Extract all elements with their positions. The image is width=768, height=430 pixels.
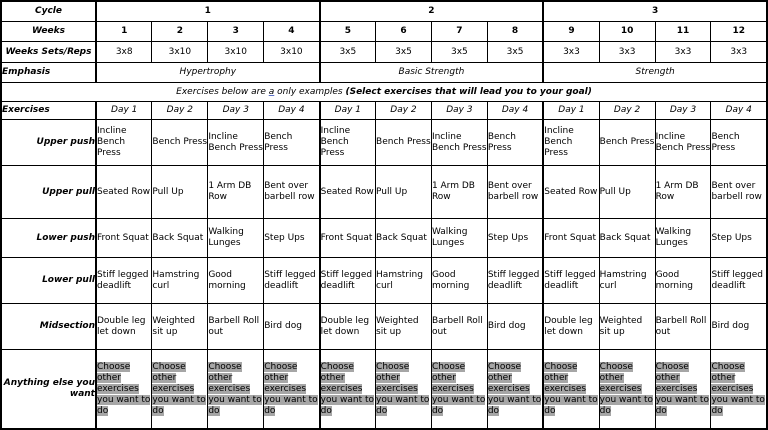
exercise-cell-lower-pull-c1-d2: Hamstring curl: [152, 258, 208, 304]
day-header-c2-d3: Day 3: [431, 102, 487, 120]
exercise-cell-midsection-c2-d2: Weighted sit up: [376, 304, 432, 350]
day-header-c1-d2: Day 2: [152, 102, 208, 120]
exercise-cell-lower-push-c3-d3: Walking Lunges: [655, 219, 711, 258]
exercise-cell-upper-push-c1-d4: Bench Press: [264, 120, 320, 166]
row-label-weeks: Weeks: [1, 22, 96, 42]
exercise-cell-midsection-c1-d3: Barbell Roll out: [208, 304, 264, 350]
emphasis-row: [1, 63, 767, 83]
exercise-cell-anything-else-c2-d2: Choose other exercises you want to do: [376, 350, 432, 430]
table-row-lower-pull: [1, 258, 767, 304]
table-row-lower-push: [1, 219, 767, 258]
cycle-row: [1, 1, 767, 22]
sets-reps-week-9: 3x3: [543, 42, 599, 63]
exercise-cell-midsection-c1-d4: Bird dog: [264, 304, 320, 350]
sets-reps-week-11: 3x3: [655, 42, 711, 63]
emphasis-cycle-2: Basic Strength: [320, 63, 544, 83]
table-row-upper-push: [1, 120, 767, 166]
exercise-cell-lower-push-c2-d1: Front Squat: [320, 219, 376, 258]
note-part-1: Exercises below are: [176, 86, 269, 97]
sets-reps-week-7: 3x5: [431, 42, 487, 63]
sets-reps-week-2: 3x10: [152, 42, 208, 63]
note-part-3: (Select exercises that will lead you to your goal): [345, 86, 592, 97]
exercise-cell-upper-push-c3-d1: Incline Bench Press: [543, 120, 599, 166]
exercise-cell-upper-push-c1-d2: Bench Press: [152, 120, 208, 166]
exercise-cell-lower-pull-c2-d2: Hamstring curl: [376, 258, 432, 304]
row-label-anything-else: Anything else you want: [1, 350, 96, 430]
exercise-cell-upper-pull-c1-d3: 1 Arm DB Row: [208, 166, 264, 219]
cycle-1-header: 1: [96, 1, 320, 22]
note-part-2: only examples: [274, 86, 346, 97]
row-label-lower-push: Lower push: [1, 219, 96, 258]
exercise-cell-upper-pull-c1-d4: Bent over barbell row: [264, 166, 320, 219]
exercise-cell-lower-pull-c2-d1: Stiff legged deadlift: [320, 258, 376, 304]
exercise-cell-lower-push-c2-d4: Step Ups: [487, 219, 543, 258]
week-cell-12: 12: [711, 22, 767, 42]
exercise-cell-upper-push-c2-d3: Incline Bench Press: [431, 120, 487, 166]
exercise-cell-upper-push-c2-d1: Incline Bench Press: [320, 120, 376, 166]
exercise-cell-anything-else-c1-d2: Choose other exercises you want to do: [152, 350, 208, 430]
week-cell-10: 10: [599, 22, 655, 42]
exercise-cell-upper-push-c2-d4: Bench Press: [487, 120, 543, 166]
day-header-c1-d1: Day 1: [96, 102, 152, 120]
exercise-cell-midsection-c1-d2: Weighted sit up: [152, 304, 208, 350]
exercise-cell-lower-push-c2-d2: Back Squat: [376, 219, 432, 258]
sets-reps-week-10: 3x3: [599, 42, 655, 63]
week-cell-11: 11: [655, 22, 711, 42]
note-row: [1, 83, 767, 102]
week-cell-9: 9: [543, 22, 599, 42]
exercise-cell-anything-else-c1-d4: Choose other exercises you want to do: [264, 350, 320, 430]
exercise-cell-anything-else-c3-d3: Choose other exercises you want to do: [655, 350, 711, 430]
exercise-cell-upper-push-c3-d2: Bench Press: [599, 120, 655, 166]
exercise-cell-lower-pull-c1-d4: Stiff legged deadlift: [264, 258, 320, 304]
emphasis-cycle-3: Strength: [543, 63, 767, 83]
row-label-emphasis: Emphasis: [1, 63, 96, 83]
exercise-cell-lower-push-c1-d4: Step Ups: [264, 219, 320, 258]
week-cell-1: 1: [96, 22, 152, 42]
exercise-cell-upper-push-c3-d3: Incline Bench Press: [655, 120, 711, 166]
exercise-cell-upper-push-c2-d2: Bench Press: [376, 120, 432, 166]
exercise-cell-lower-push-c2-d3: Walking Lunges: [431, 219, 487, 258]
day-header-c3-d2: Day 2: [599, 102, 655, 120]
exercise-cell-lower-pull-c3-d2: Hamstring curl: [599, 258, 655, 304]
exercise-cell-anything-else-c1-d1: Choose other exercises you want to do: [96, 350, 152, 430]
row-label-upper-pull: Upper pull: [1, 166, 96, 219]
exercise-cell-upper-pull-c2-d1: Seated Row: [320, 166, 376, 219]
day-header-c1-d4: Day 4: [264, 102, 320, 120]
week-cell-3: 3: [208, 22, 264, 42]
exercise-cell-upper-pull-c2-d3: 1 Arm DB Row: [431, 166, 487, 219]
exercise-cell-lower-push-c3-d2: Back Squat: [599, 219, 655, 258]
exercise-note: [1, 83, 767, 102]
exercise-cell-upper-pull-c1-d1: Seated Row: [96, 166, 152, 219]
exercise-cell-anything-else-c2-d4: Choose other exercises you want to do: [487, 350, 543, 430]
sets-reps-week-3: 3x10: [208, 42, 264, 63]
exercise-cell-midsection-c3-d4: Bird dog: [711, 304, 767, 350]
sets-reps-row: [1, 42, 767, 63]
exercise-cell-upper-push-c1-d1: Incline Bench Press: [96, 120, 152, 166]
day-header-c1-d3: Day 3: [208, 102, 264, 120]
exercise-cell-midsection-c2-d4: Bird dog: [487, 304, 543, 350]
day-header-c3-d4: Day 4: [711, 102, 767, 120]
exercise-cell-upper-pull-c3-d2: Pull Up: [599, 166, 655, 219]
exercise-cell-lower-pull-c2-d4: Stiff legged deadlift: [487, 258, 543, 304]
exercise-cell-midsection-c3-d1: Double leg let down: [543, 304, 599, 350]
week-cell-4: 4: [264, 22, 320, 42]
exercise-cell-anything-else-c3-d1: Choose other exercises you want to do: [543, 350, 599, 430]
cycle-3-header: 3: [543, 1, 767, 22]
day-header-c2-d1: Day 1: [320, 102, 376, 120]
emphasis-cycle-1: Hypertrophy: [96, 63, 320, 83]
day-header-c2-d2: Day 2: [376, 102, 432, 120]
exercise-cell-midsection-c2-d3: Barbell Roll out: [431, 304, 487, 350]
week-cell-2: 2: [152, 22, 208, 42]
exercise-cell-anything-else-c3-d4: Choose other exercises you want to do: [711, 350, 767, 430]
day-header-c3-d1: Day 1: [543, 102, 599, 120]
exercise-cell-upper-pull-c3-d4: Bent over barbell row: [711, 166, 767, 219]
exercise-cell-midsection-c1-d1: Double leg let down: [96, 304, 152, 350]
row-label-midsection: Midsection: [1, 304, 96, 350]
table-row-upper-pull: [1, 166, 767, 219]
exercise-cell-upper-pull-c3-d3: 1 Arm DB Row: [655, 166, 711, 219]
table-row-anything-else: [1, 350, 767, 430]
day-header-c3-d3: Day 3: [655, 102, 711, 120]
exercise-cell-upper-push-c1-d3: Incline Bench Press: [208, 120, 264, 166]
exercise-cell-midsection-c3-d3: Barbell Roll out: [655, 304, 711, 350]
day-header-row: [1, 102, 767, 120]
exercise-cell-midsection-c2-d1: Double leg let down: [320, 304, 376, 350]
sets-reps-week-5: 3x5: [320, 42, 376, 63]
exercise-cell-lower-push-c3-d1: Front Squat: [543, 219, 599, 258]
exercise-cell-anything-else-c1-d3: Choose other exercises you want to do: [208, 350, 264, 430]
exercise-cell-lower-push-c1-d3: Walking Lunges: [208, 219, 264, 258]
sets-reps-week-4: 3x10: [264, 42, 320, 63]
row-label-upper-push: Upper push: [1, 120, 96, 166]
row-label-lower-pull: Lower pull: [1, 258, 96, 304]
row-label-weeks-sets-reps: Weeks Sets/Reps: [1, 42, 96, 63]
exercise-cell-upper-pull-c2-d2: Pull Up: [376, 166, 432, 219]
exercise-cell-anything-else-c3-d2: Choose other exercises you want to do: [599, 350, 655, 430]
week-cell-6: 6: [376, 22, 432, 42]
week-cell-8: 8: [487, 22, 543, 42]
exercise-cell-midsection-c3-d2: Weighted sit up: [599, 304, 655, 350]
exercise-cell-lower-pull-c1-d3: Good morning: [208, 258, 264, 304]
exercise-cell-upper-push-c3-d4: Bench Press: [711, 120, 767, 166]
exercise-cell-anything-else-c2-d1: Choose other exercises you want to do: [320, 350, 376, 430]
exercise-cell-anything-else-c2-d3: Choose other exercises you want to do: [431, 350, 487, 430]
weeks-row: [1, 22, 767, 42]
row-label-exercises: Exercises: [1, 102, 96, 120]
sets-reps-week-1: 3x8: [96, 42, 152, 63]
row-label-cycle: Cycle: [1, 1, 96, 22]
exercise-cell-upper-pull-c1-d2: Pull Up: [152, 166, 208, 219]
exercise-cell-lower-push-c1-d1: Front Squat: [96, 219, 152, 258]
day-header-c2-d4: Day 4: [487, 102, 543, 120]
exercise-cell-lower-pull-c3-d1: Stiff legged deadlift: [543, 258, 599, 304]
week-cell-5: 5: [320, 22, 376, 42]
sets-reps-week-12: 3x3: [711, 42, 767, 63]
exercise-cell-lower-pull-c1-d1: Stiff legged deadlift: [96, 258, 152, 304]
exercise-cell-lower-push-c1-d2: Back Squat: [152, 219, 208, 258]
sets-reps-week-6: 3x5: [376, 42, 432, 63]
exercise-cell-upper-pull-c3-d1: Seated Row: [543, 166, 599, 219]
sets-reps-week-8: 3x5: [487, 42, 543, 63]
exercise-cell-lower-pull-c3-d3: Good morning: [655, 258, 711, 304]
note-underlined-word: a: [268, 86, 275, 97]
table-row-midsection: [1, 304, 767, 350]
exercise-cell-lower-pull-c3-d4: Stiff legged deadlift: [711, 258, 767, 304]
cycle-2-header: 2: [320, 1, 544, 22]
exercise-cell-lower-push-c3-d4: Step Ups: [711, 219, 767, 258]
week-cell-7: 7: [431, 22, 487, 42]
exercise-cell-upper-pull-c2-d4: Bent over barbell row: [487, 166, 543, 219]
exercise-cell-lower-pull-c2-d3: Good morning: [431, 258, 487, 304]
